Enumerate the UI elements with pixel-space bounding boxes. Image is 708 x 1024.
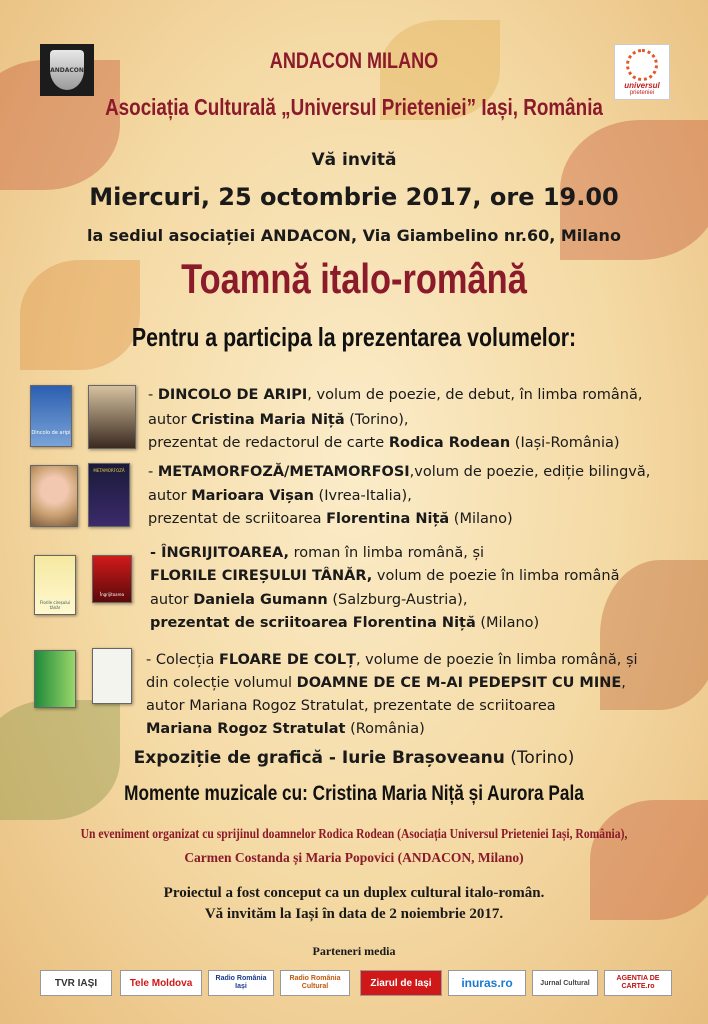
exhibition-line [0, 748, 708, 768]
event-title: Toamnă italo-română [181, 255, 527, 302]
event-place [0, 226, 708, 245]
book-1-presenter: Rodica Rodean [388, 435, 511, 451]
book-cover-1-title: Dincolo de aripi [31, 430, 71, 436]
organizers-line-1: Un eveniment organizat cu sprijinul doamnelor Rodica Rodean (Asociația Universul Prieteniei Iași, România), [80, 826, 628, 841]
event-date: Miercuri, 25 octombrie 2017, ore 19.00 [89, 183, 619, 211]
book-cover-6 [92, 648, 132, 704]
book-1-line-3 [148, 433, 620, 454]
book-3-line-2 [150, 566, 620, 587]
author-photo-2 [30, 465, 78, 527]
book-3-line-1 [150, 543, 484, 564]
book-1-title: DINCOLO DE ARIPI [157, 387, 308, 403]
book-4-line-2 [146, 673, 626, 694]
book-3-line-3 [150, 590, 467, 611]
book-1-line-3a: prezentat de redactorul de carte [148, 435, 389, 451]
book-3-line-1c: roman în limba română, și [288, 545, 485, 561]
exhibition-text: Expoziție de grafică - Iurie Brașoveanu [133, 748, 505, 768]
book-4-line-3 [146, 696, 556, 717]
header-block [0, 48, 708, 74]
book-1-line-1 [148, 385, 643, 406]
org-name-1: ANDACON MILANO [269, 48, 439, 73]
book-2-presenter: Florentina Niță [326, 511, 450, 527]
book-4-line-2c: , [621, 675, 626, 691]
book-1-line-2c: (Torino), [344, 412, 409, 428]
book-cover-2-title: METAMORFOZĂ [93, 468, 125, 473]
book-2-line-2c: (Ivrea-Italia), [313, 488, 412, 504]
music-text: Momente muzicale cu: Cristina Maria Niță și Aurora Pala [124, 782, 584, 805]
author-photo-1 [88, 385, 136, 449]
project-line-1: Proiectul a fost conceput ca un duplex cultural italo-român. [163, 885, 545, 901]
book-2-author: Marioara Vișan [191, 488, 314, 504]
book-cover-5 [34, 650, 76, 708]
book-4-line-4 [146, 719, 425, 740]
partner-logo-radio-iasi-text: Radio România Iași [215, 975, 267, 990]
book-3-line-4 [150, 613, 539, 634]
logo-word-1: universul [624, 81, 660, 90]
book-4-title: DOAMNE DE CE M-AI PEDEPSIT CU MINE [296, 675, 622, 691]
partner-logo-ziarul-de-iasi [360, 970, 442, 996]
partner-logo-tvr-text: TVR IAȘI [54, 977, 98, 989]
subtitle-wrap [0, 322, 708, 353]
book-3-line-4c: (Milano) [475, 615, 540, 631]
organizers-line-2: Carmen Costanda și Maria Popovici (ANDACON, Milano) [184, 850, 524, 865]
book-3-line-3c: (Salzburg-Austria), [327, 592, 468, 608]
partner-logo-radio-cultural-text: Radio România Cultural [289, 975, 341, 990]
book-2-title: METAMORFOZĂ/METAMORFOSI [157, 464, 410, 480]
partner-logo-agentia-text: AGENTIA DE CARTE.ro [616, 975, 660, 990]
music-line [0, 782, 708, 806]
book-4-line-4c: (România) [345, 721, 425, 737]
book-1-author: Cristina Maria Niță [191, 412, 345, 428]
event-subtitle: Pentru a participa la prezentarea volumelor: [131, 322, 577, 352]
book-4-line-2a: din colecție volumul [146, 675, 297, 691]
book-4-line-1c: , volume de poezie în limba română, și [355, 652, 638, 668]
partner-logo-inuras [448, 970, 526, 996]
book-2-line-3 [148, 509, 513, 530]
book-2-line-1a: - [148, 464, 158, 480]
partner-logo-tele-moldova [120, 970, 202, 996]
book-1-line-1c: , volum de poezie, de debut, în limba română, [307, 387, 643, 403]
place-prefix: la sediul asociației ANDACON, [87, 226, 358, 245]
book-3-presenter: prezentat de scriitoarea Florentina Niță [150, 615, 476, 631]
book-2-line-1 [148, 462, 650, 483]
partner-logo-jurnal-text: Jurnal Cultural [540, 979, 590, 987]
partner-logo-jurnal-cultural [532, 970, 598, 996]
partner-logo-ziarul-text: Ziarul de Iași [370, 977, 432, 989]
book-2-line-1c: ,volum de poezie, ediție bilingvă, [409, 464, 651, 480]
partner-logo-tvr [40, 970, 112, 996]
book-4-collection: FLOARE DE COLȚ [218, 652, 356, 668]
book-2-line-2a: autor [148, 488, 192, 504]
book-1-line-1a: - [148, 387, 158, 403]
book-2-line-2 [148, 486, 412, 507]
book-cover-3 [34, 555, 76, 615]
book-4-line-3a: autor Mariana Rogoz Stratulat, prezentate de scriitoarea [146, 698, 556, 714]
andacon-logo-text: ANDACON [50, 66, 84, 74]
book-4-line-1 [146, 650, 638, 671]
book-2-line-3c: (Milano) [449, 511, 513, 527]
org-name-2: Asociația Culturală „Universul Prieteniei” Iași, România [105, 94, 603, 120]
book-cover-3-title: Florile cireșului tânăr [39, 600, 71, 610]
book-4-line-1a: - Colecția [146, 652, 219, 668]
exhibition-city: (Torino) [504, 748, 575, 768]
partner-logo-inuras-text: inuras.ro [461, 976, 513, 990]
logo-word-2: prieteniei [629, 90, 655, 96]
book-3-line-2c: volum de poezie în limba română [372, 568, 620, 584]
book-3-line-1a: - [150, 545, 162, 561]
book-3-title-2: FLORILE CIREȘULUI TÂNĂR, [150, 568, 373, 584]
place-address: Via Giambelino nr.60, Milano [362, 226, 621, 245]
title-wrap [0, 255, 708, 303]
book-1-line-2a: autor [148, 412, 192, 428]
book-cover-4-title: Îngrijitoarea [99, 592, 125, 597]
org-name-2-wrap [0, 94, 708, 121]
partner-logo-radio-cultural [280, 970, 350, 996]
partner-logo-agentia-de-carte [604, 970, 672, 996]
partners-title: Parteneri media [312, 944, 396, 958]
book-3-author: Daniela Gumann [193, 592, 328, 608]
book-cover-2 [88, 463, 130, 527]
book-1-line-2 [148, 410, 409, 431]
book-3-line-3a: autor [150, 592, 194, 608]
book-4-presenter: Mariana Rogoz Stratulat [146, 721, 346, 737]
book-2-line-3a: prezentat de scriitoarea [148, 511, 327, 527]
book-3-title: ÎNGRIJITOAREA, [161, 545, 289, 561]
partner-logo-tele-moldova-text: Tele Moldova [129, 977, 193, 989]
partner-logo-radio-iasi [208, 970, 274, 996]
book-cover-4 [92, 555, 132, 603]
invite-text: Vă invită [311, 150, 397, 170]
project-line-2: Vă invităm la Iași în data de 2 noiembrie 2017. [204, 906, 504, 922]
book-cover-1 [30, 385, 72, 447]
book-1-line-3c: (Iași-România) [510, 435, 620, 451]
